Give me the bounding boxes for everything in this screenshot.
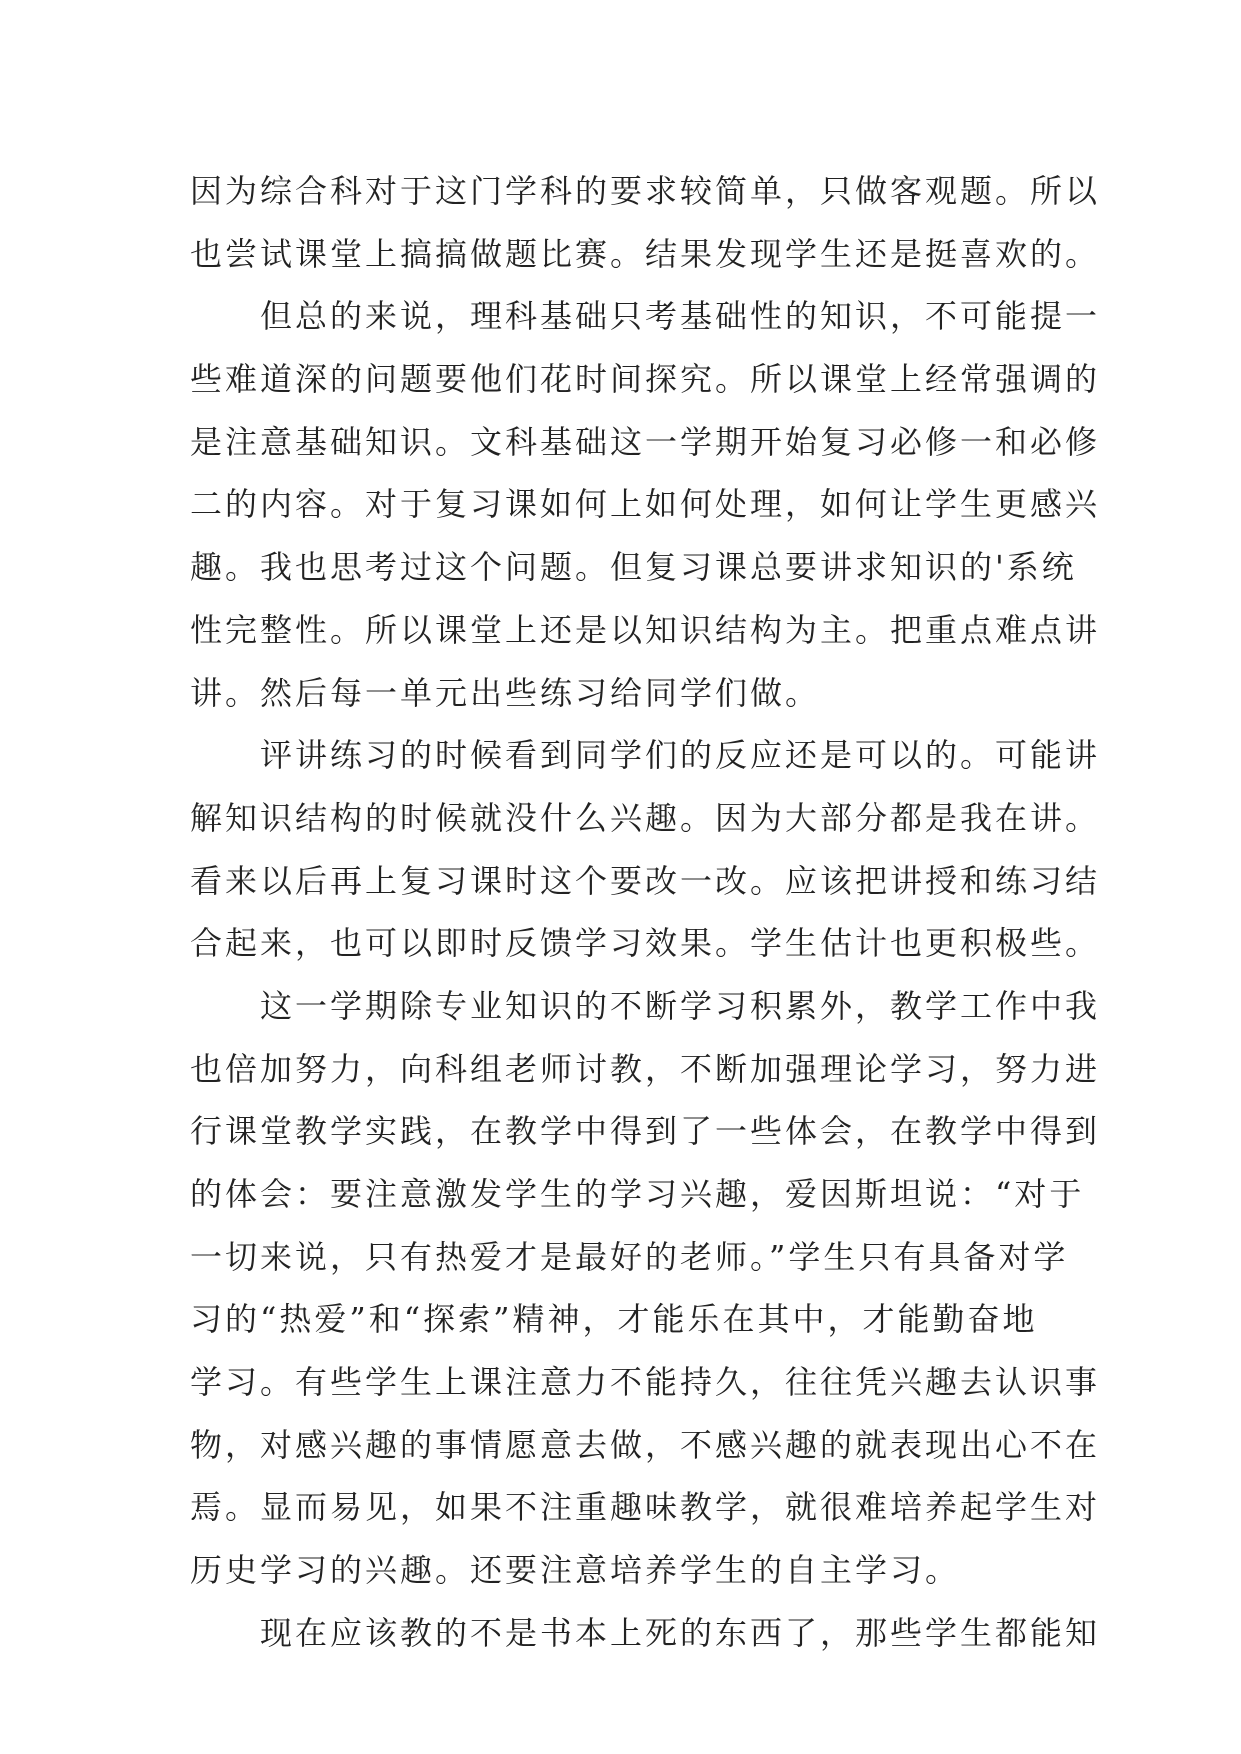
text-line: 这一学期除专业知识的不断学习积累外，教学工作中我: [190, 986, 1101, 1025]
text-line: 历史学习的兴趣。还要注意培养学生的自主学习。: [190, 1551, 961, 1590]
text-line: 些难道深的问题要他们花时间探究。所以课堂上经常强调的: [190, 360, 1101, 399]
text-line: 解知识结构的时候就没什么兴趣。因为大部分都是我在讲。: [190, 798, 1101, 837]
text-line: 学习。有些学生上课注意力不能持久，往往凭兴趣去认识事: [190, 1363, 1101, 1402]
text-line: 也倍加努力，向科组老师讨教，不断加强理论学习，努力进: [190, 1049, 1101, 1088]
text-line: 行课堂教学实践，在教学中得到了一些体会，在教学中得到: [190, 1112, 1101, 1151]
text-line: 但总的来说，理科基础只考基础性的知识，不可能提一: [190, 297, 1101, 336]
text-line: 二的内容。对于复习课如何上如何处理，如何让学生更感兴: [190, 485, 1101, 524]
text-line: 是注意基础知识。文科基础这一学期开始复习必修一和必修: [190, 422, 1101, 461]
document-body: [190, 160, 1101, 1665]
text-line: 趣。我也思考过这个问题。但复习课总要讲求知识的'系统: [190, 548, 1077, 587]
text-line: 的体会：要注意激发学生的学习兴趣，爱因斯坦说：“对于: [190, 1175, 1085, 1213]
text-line: 看来以后再上复习课时这个要改一改。应该把讲授和练习结: [190, 861, 1101, 900]
text-line: 一切来说，只有热爱才是最好的老师。”学生只有具备对学: [190, 1237, 1069, 1276]
text-line: 焉。显而易见，如果不注重趣味教学，就很难培养起学生对: [190, 1488, 1101, 1527]
text-line: 也尝试课堂上搞搞做题比赛。结果发现学生还是挺喜欢的。: [190, 234, 1101, 273]
text-line: 习的“热爱”和“探索”精神，才能乐在其中，才能勤奋地: [190, 1300, 1038, 1339]
text-line: 现在应该教的不是书本上死的东西了，那些学生都能知: [190, 1613, 1101, 1652]
text-line: 讲。然后每一单元出些练习给同学们做。: [190, 673, 821, 712]
text-line: 合起来，也可以即时反馈学习效果。学生估计也更积极些。: [190, 924, 1101, 963]
text-line: 因为综合科对于这门学科的要求较简单，只做客观题。所以: [190, 172, 1101, 210]
text-line: 评讲练习的时候看到同学们的反应还是可以的。可能讲: [190, 736, 1101, 775]
text-line: 物，对感兴趣的事情愿意去做，不感兴趣的就表现出心不在: [190, 1425, 1101, 1464]
text-line: 性完整性。所以课堂上还是以知识结构为主。把重点难点讲: [190, 610, 1101, 649]
